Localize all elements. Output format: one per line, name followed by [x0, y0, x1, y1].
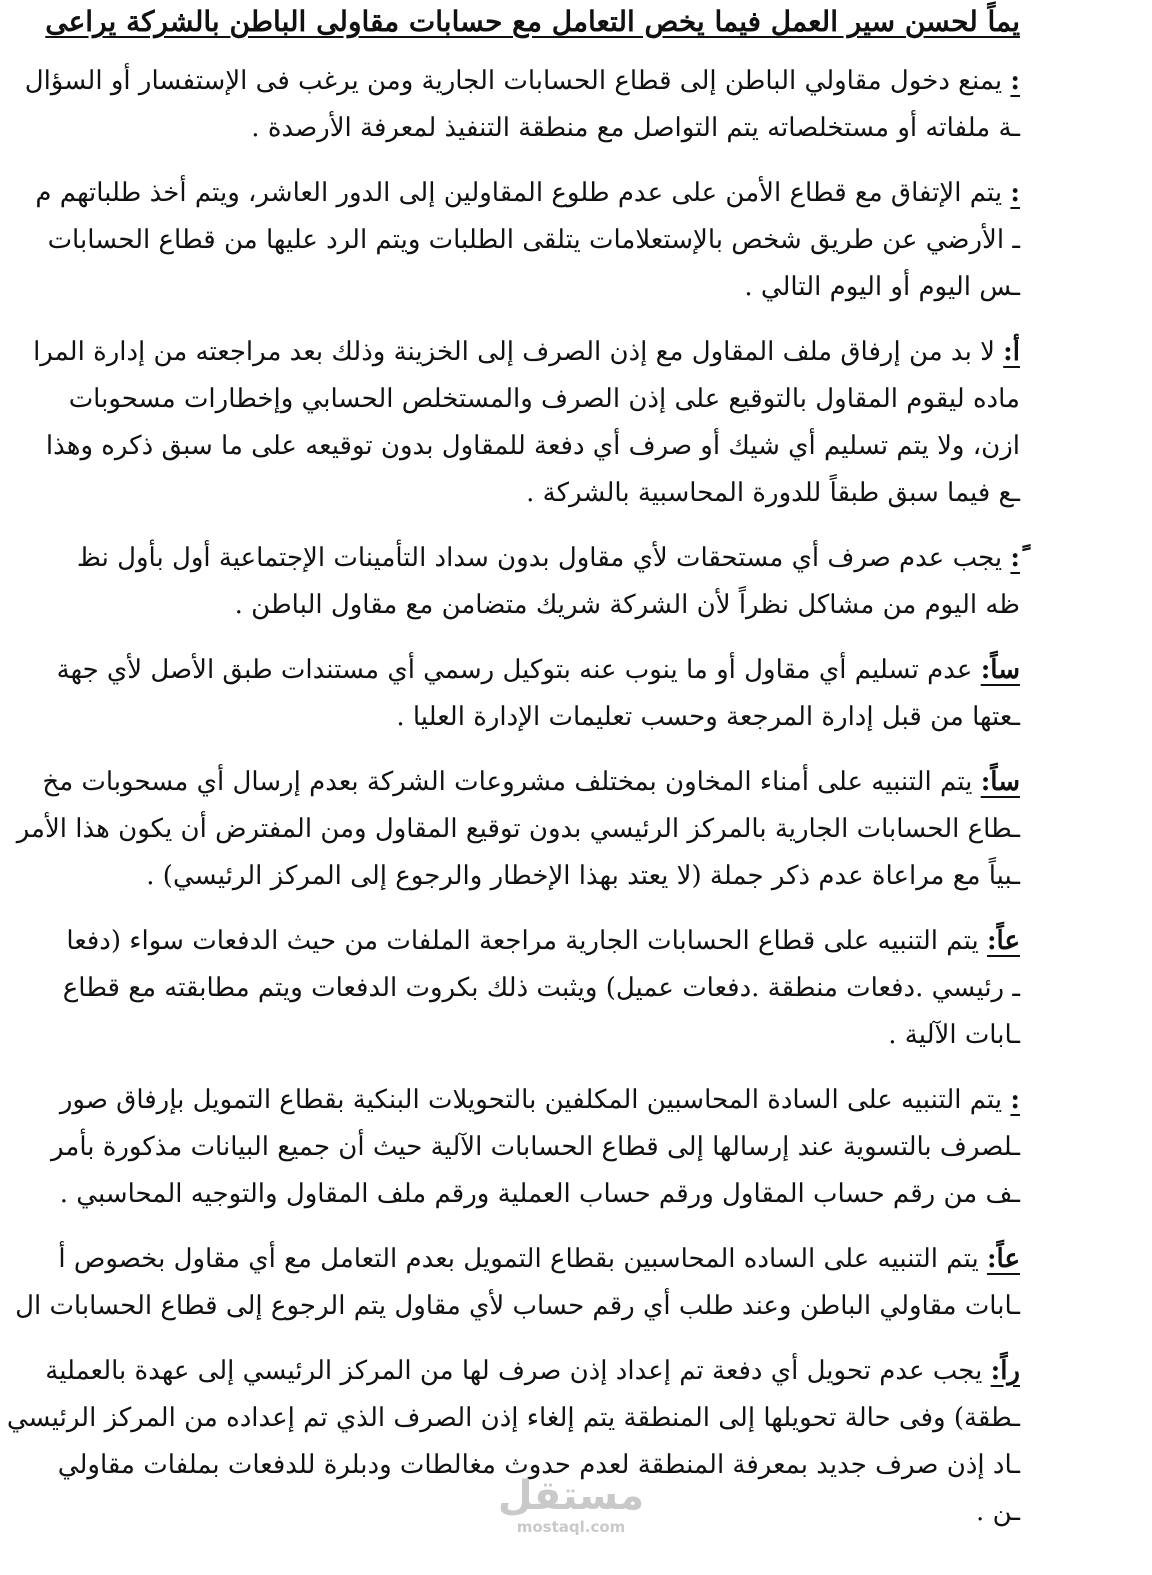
paragraph-list — [0, 58, 1020, 1536]
paragraph-label: ساً: — [980, 767, 1020, 797]
paragraph-label: ً: — [1010, 543, 1020, 573]
paragraph-text: ـاد إذن صرف جديد بمعرفة المنطقة لعدم حدوث مغالطات ودبلرة للدفعات بملفات مقاولي — [57, 1450, 1020, 1480]
paragraph-line — [0, 217, 1020, 264]
document-title: يماً لحسن سير العمل فيما يخص التعامل مع حسابات مقاولى الباطن بالشركة يراعى — [45, 5, 1020, 38]
paragraph-text: ازن، ولا يتم تسليم أي شيك أو صرف أي دفعة للمقاول بدون توقيعه على ما سبق ذكره وهذا — [45, 431, 1020, 461]
paragraph-line — [0, 1077, 1020, 1124]
paragraph-label: أ: — [1003, 337, 1020, 367]
paragraph-text: يتم التنبيه على أمناء المخاون بمختلف مشروعات الشركة بعدم إرسال أي مسحوبات مخ — [42, 767, 973, 797]
paragraph-label: : — [1010, 178, 1020, 208]
paragraph — [0, 647, 1020, 741]
paragraph-line — [0, 105, 1020, 152]
paragraph-label: راً: — [990, 1356, 1020, 1386]
paragraph — [0, 329, 1020, 517]
paragraph-text: ـن . — [976, 1497, 1020, 1527]
paragraph-text: يتم الإتفاق مع قطاع الأمن على عدم طلوع المقاولين إلى الدور العاشر، ويتم أخذ طلباتهم م — [35, 178, 1003, 208]
paragraph-text: يتم التنبيه على قطاع الحسابات الجارية مراجعة الملفات من حيث الدفعات سواء (دفعا — [66, 926, 979, 956]
paragraph-text: يجب عدم صرف أي مستحقات لأي مقاول بدون سداد التأمينات الإجتماعية أول بأول نظ — [76, 543, 1003, 573]
paragraph-line — [0, 423, 1020, 470]
paragraph — [0, 170, 1020, 311]
paragraph-line — [0, 806, 1020, 853]
paragraph-line — [0, 1283, 1020, 1330]
paragraph — [0, 535, 1020, 629]
paragraph-text: ـة ملفاته أو مستخلصاته يتم التواصل مع منطقة التنفيذ لمعرفة الأرصدة . — [251, 113, 1020, 143]
paragraph-line — [0, 376, 1020, 423]
paragraph-text: يجب عدم تحويل أي دفعة تم إعداد إذن صرف لها من المركز الرئيسي إلى عهدة بالعملية — [45, 1356, 983, 1386]
paragraph — [0, 1077, 1020, 1218]
paragraph-text: لا بد من إرفاق ملف المقاول مع إذن الصرف إلى الخزينة وذلك بعد مراجعته من إدارة المرا — [33, 337, 995, 367]
paragraph-text: ـ رئيسي .دفعات منطقة .دفعات عميل) ويثبت ذلك بكروت الدفعات ويتم مطابقته مع قطاع — [62, 973, 1020, 1003]
paragraph-text: ـس اليوم أو اليوم التالي . — [744, 272, 1020, 302]
paragraph-line — [0, 58, 1020, 105]
paragraph-line — [0, 1395, 1020, 1442]
paragraph-text: ـبياً مع مراعاة عدم ذكر جملة (لا يعتد بهذا الإخطار والرجوع إلى المركز الرئيسي) . — [146, 861, 1020, 891]
mostaql-watermark — [496, 1474, 646, 1536]
paragraph-line — [0, 965, 1020, 1012]
paragraph-text: يتم التنبيه على الساده المحاسبين بقطاع التمويل بعدم التعامل مع أي مقاول بخصوص أ — [58, 1244, 979, 1274]
paragraph-line — [0, 1012, 1020, 1059]
paragraph-text: ـعتها من قبل إدارة المرجعة وحسب تعليمات الإدارة العليا . — [396, 702, 1020, 732]
paragraph-text: ـع فيما سبق طبقاً للدورة المحاسبية بالشركة . — [526, 478, 1020, 508]
paragraph-line — [0, 170, 1020, 217]
paragraph — [0, 759, 1020, 900]
paragraph-text: ـطقة) وفى حالة تحويلها إلى المنطقة يتم إلغاء إذن الصرف الذي تم إعداده من المركز الرئيسي — [6, 1403, 1020, 1433]
watermark-latin: mostaql.com — [516, 1518, 626, 1536]
paragraph-line — [0, 647, 1020, 694]
paragraph-text: عدم تسليم أي مقاول أو ما ينوب عنه بتوكيل رسمي أي مستندات طبق الأصل لأي جهة — [56, 655, 973, 685]
paragraph-text: ظه اليوم من مشاكل نظراً لأن الشركة شريك متضامن مع مقاول الباطن . — [234, 590, 1020, 620]
paragraph-line — [0, 1236, 1020, 1283]
paragraph-line — [0, 1348, 1020, 1395]
paragraph-label: : — [1010, 66, 1020, 96]
paragraph-line — [0, 918, 1020, 965]
paragraph-line — [0, 535, 1020, 582]
paragraph-line — [0, 759, 1020, 806]
paragraph-text: ـف من رقم حساب المقاول ورقم حساب العملية ورقم ملف المقاول والتوجيه المحاسبي . — [59, 1179, 1020, 1209]
paragraph-line — [0, 264, 1020, 311]
paragraph — [0, 58, 1020, 152]
paragraph-text: ـابات مقاولي الباطن وعند طلب أي رقم حساب لأي مقاول يتم الرجوع إلى قطاع الحسابات ال — [15, 1291, 1020, 1321]
paragraph-label: عاً: — [986, 926, 1020, 956]
paragraph-text: ـلصرف بالتسوية عند إرسالها إلى قطاع الحسابات الآلية حيث أن جميع البيانات مذكورة بأمر — [51, 1132, 1020, 1162]
paragraph-text: ماده ليقوم المقاول بالتوقيع على إذن الصرف والمستخلص الحسابي وإخطارات مسحوبات — [68, 384, 1020, 414]
watermark-arabic: مستقل — [497, 1473, 645, 1519]
paragraph-line — [0, 329, 1020, 376]
paragraph-text: يتم التنبيه على السادة المحاسبين المكلفين بالتحويلات البنكية بقطاع التمويل بإرفاق صور — [59, 1085, 1003, 1115]
paragraph-line — [0, 1124, 1020, 1171]
paragraph-text: يمنع دخول مقاولي الباطن إلى قطاع الحسابات الجارية ومن يرغب فى الإستفسار أو السؤال — [24, 66, 1003, 96]
paragraph-line — [0, 582, 1020, 629]
paragraph-text: ـابات الآلية . — [888, 1020, 1020, 1050]
paragraph-label: عاً: — [986, 1244, 1020, 1274]
paragraph — [0, 1236, 1020, 1330]
paragraph-text: ـطاع الحسابات الجارية بالمركز الرئيسي بدون توقيع المقاول ومن المفترض أن يكون هذا الأمر — [16, 814, 1020, 844]
paragraph-label: ساً: — [980, 655, 1020, 685]
paragraph-text: ـ الأرضي عن طريق شخص بالإستعلامات يتلقى الطلبات ويتم الرد عليها من قطاع الحسابات — [47, 225, 1020, 255]
paragraph-line — [0, 1171, 1020, 1218]
paragraph — [0, 918, 1020, 1059]
paragraph-line — [0, 470, 1020, 517]
paragraph-line — [0, 694, 1020, 741]
paragraph-label: : — [1010, 1085, 1020, 1115]
paragraph-line — [0, 853, 1020, 900]
